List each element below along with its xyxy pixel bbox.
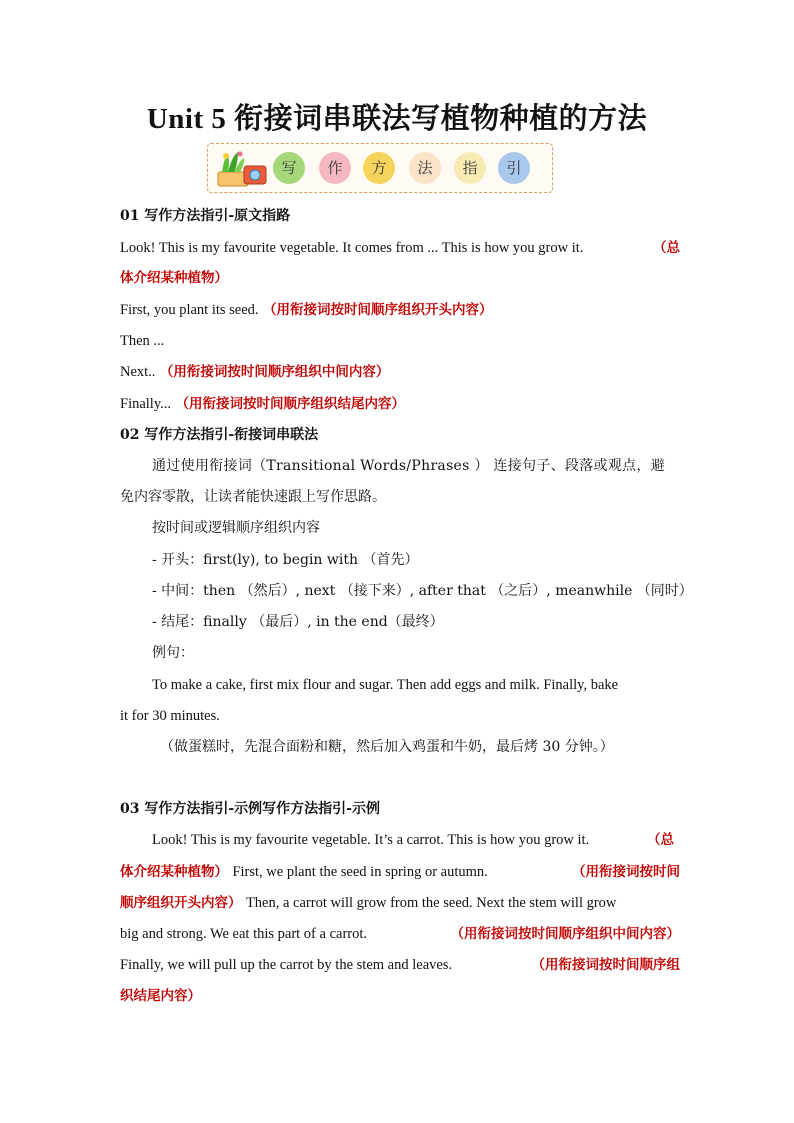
s3-l3-note: 顺序组织开头内容）	[120, 895, 242, 911]
guide-char-zhi: 指	[454, 152, 486, 184]
s3-line-3	[120, 893, 680, 913]
s1-l6-note: （用衔接词按时间顺序组织结尾内容）	[175, 396, 405, 412]
s2-para-2: 按时间或逻辑顺序组织内容	[152, 520, 320, 536]
section-02-heading: 02 写作方法指引-衔接词串联法	[120, 427, 319, 443]
s2-item-middle: - 中间：then （然后）, next （接下来）, after that （之后）, meanwhile （同时）	[152, 583, 693, 599]
s3-line-1	[152, 830, 674, 850]
s1-l5-text: Next..	[120, 364, 156, 380]
s1-l5-note: （用衔接词按时间顺序组织中间内容）	[159, 364, 390, 380]
s3-l5-note: （用衔接词按时间顺序组	[531, 957, 680, 973]
s3-l2-note: 体介绍某种植物）	[120, 864, 228, 880]
guide-char-fang: 方	[363, 152, 395, 184]
s2-example-b: it for 30 minutes.	[120, 708, 220, 724]
s3-l2-text: First, we plant the seed in spring or autumn.	[232, 864, 488, 880]
s1-l6-text: Finally...	[120, 396, 172, 412]
s2-example-a: To make a cake, first mix flour and sugar. Then add eggs and milk. Finally, bake	[152, 677, 619, 693]
s3-line-2	[120, 862, 680, 882]
s3-l4-text: big and strong. We eat this part of a carrot.	[120, 926, 368, 942]
s1-l3-note: （用衔接词按时间顺序组织开头内容）	[263, 302, 493, 318]
s3-line-5	[120, 955, 680, 975]
s3-l1-text: Look! This is my favourite vegetable. It’s a carrot. This is how you grow it.	[152, 832, 590, 848]
s1-line-1	[120, 238, 680, 258]
s1-line-4: Then ...	[120, 333, 165, 349]
guide-char-yin: 引	[498, 152, 530, 184]
s3-line-4	[120, 924, 680, 944]
section-03-heading: 03 写作方法指引-示例写作方法指引-示例	[120, 801, 380, 817]
s2-item-begin: - 开头：first(ly), to begin with （首先）	[152, 552, 419, 568]
plants-illustration-icon	[214, 148, 274, 190]
guide-char-fa: 法	[409, 152, 441, 184]
writing-guide-banner	[207, 143, 553, 193]
guide-char-xie: 写	[273, 152, 305, 184]
s3-l2-note-b: （用衔接词按时间	[572, 864, 680, 880]
s1-l1-text: Look! This is my favourite vegetable. It comes from ... This is how you grow it.	[120, 240, 584, 256]
s3-l5-text: Finally, we will pull up the carrot by the stem and leaves.	[120, 957, 453, 973]
s1-line-6	[120, 394, 680, 414]
guide-char-zuo: 作	[319, 152, 351, 184]
s3-l1-note: （总	[647, 832, 674, 848]
s2-example-label: 例句：	[152, 645, 194, 661]
s1-l3-text: First, you plant its seed.	[120, 302, 259, 318]
s1-line-2-note: 体介绍某种植物）	[120, 270, 228, 286]
s1-line-5	[120, 362, 680, 382]
s2-para-1a: 通过使用衔接词（Transitional Words/Phrases ） 连接句子、段落或观点，避	[152, 458, 666, 474]
s3-line-6-note: 织结尾内容）	[120, 988, 201, 1004]
s2-item-end: - 结尾：finally （最后）, in the end（最终）	[152, 614, 444, 630]
page-title: Unit 5 衔接词串联法写植物种植的方法	[146, 103, 648, 135]
s1-line-3	[120, 300, 680, 320]
s1-l1-note: （总	[653, 240, 680, 256]
s2-para-1b: 免内容零散，让读者能快速跟上写作思路。	[120, 489, 386, 505]
s3-l3-text: Then, a carrot will grow from the seed. Next the stem will grow	[245, 895, 617, 911]
s3-l4-note: （用衔接词按时间顺序组织中间内容）	[450, 926, 680, 942]
s2-example-translation: （做蛋糕时，先混合面粉和糖，然后加入鸡蛋和牛奶，最后烤 30 分钟。）	[160, 739, 614, 755]
section-01-heading: 01 写作方法指引-原文指路	[120, 208, 291, 224]
